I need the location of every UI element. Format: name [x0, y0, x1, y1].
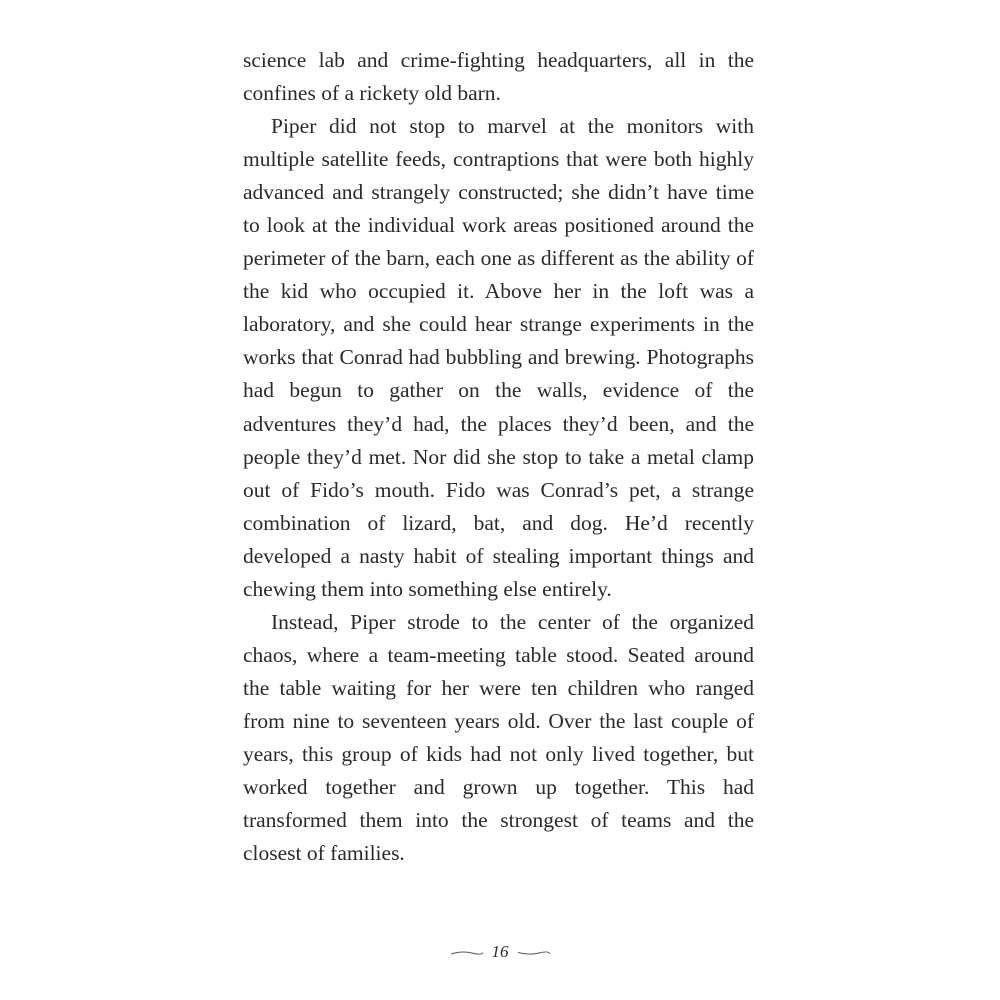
page-number: 16 — [491, 942, 509, 961]
right-swash-ornament — [517, 949, 551, 957]
paragraph-continued: science lab and crime-fighting headquarters, all in the confines of a rickety old barn. — [243, 48, 754, 106]
body-text — [243, 44, 754, 870]
page-number-footer — [0, 942, 1000, 962]
paragraph-instead-piper-strode: Instead, Piper strode to the center of the organized chaos, where a team-meeting table stood. Seated around the table waiting for her were ten children who ranged from nine to seventeen years old. Over the last couple of years, this group of kids had not only lived together, but worked together and grown up together. This had transformed them into the strongest of teams and the closest of families. — [243, 609, 754, 866]
left-swash-ornament — [450, 949, 484, 957]
paragraph-piper-did-not-stop: Piper did not stop to marvel at the monitors with multiple satellite feeds, contraptions that were both highly advanced and strangely constructed; she didn’t have time to look at the individual work areas positioned around the perimeter of the barn, each one as different as the ability of the kid who occupied it. Above her in the loft was a laboratory, and she could hear strange experiments in the works that Conrad had bubbling and brewing. Photographs had begun to gather on the walls, evidence of the adventures they’d had, the places they’d been, and the people they’d met. Nor did she stop to take a metal clamp out of Fido’s mouth. Fido was Conrad’s pet, a strange combination of lizard, bat, and dog. He’d recently developed a nasty habit of stealing important things and chewing them into something else entirely. — [243, 114, 754, 601]
